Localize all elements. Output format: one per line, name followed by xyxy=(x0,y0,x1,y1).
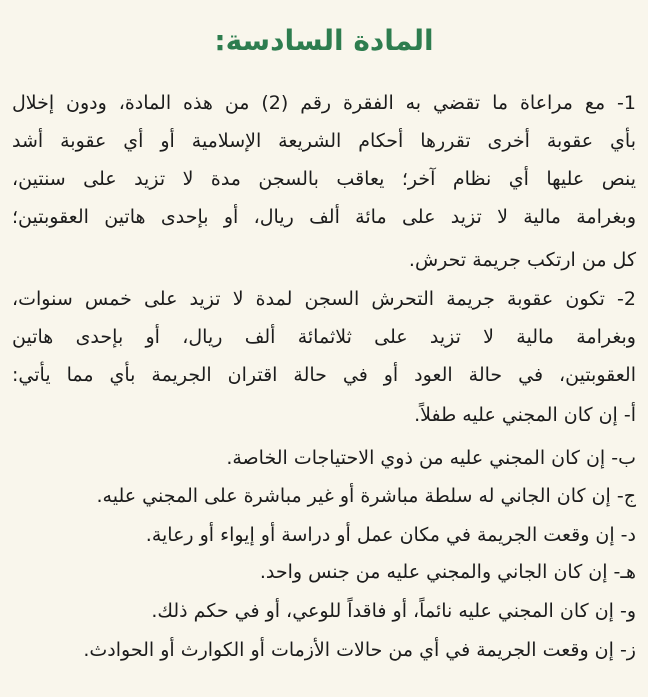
article-line-6: 2- تكون عقوبة جريمة التحرش السجن لمدة لا تزيد على خمس سنوات، xyxy=(12,288,636,310)
article-line-1: 1- مع مراعاة ما تقضي به الفقرة رقم (2) من هذه المادة، ودون إخلال xyxy=(12,92,636,114)
article-line-10: ب- إن كان المجني عليه من ذوي الاحتياجات الخاصة. xyxy=(226,447,636,469)
article-line-15: ز- إن وقعت الجريمة في أي من حالات الأزمات أو الكوارث أو الحوادث. xyxy=(83,639,636,661)
article-line-13: هـ- إن كان الجاني والمجني عليه من جنس واحد. xyxy=(259,561,636,583)
article-line-3: ينص عليها أي نظام آخر؛ يعاقب بالسجن مدة لا تزيد على سنتين، xyxy=(12,168,636,190)
article-title: المادة السادسة: xyxy=(214,24,434,57)
article-line-7: وبغرامة مالية لا تزيد على ثلاثمائة ألف ريال، أو بإحدى هاتين xyxy=(12,326,636,348)
article-line-11: ج- إن كان الجاني له سلطة مباشرة أو غير مباشرة على المجني عليه. xyxy=(96,485,636,507)
article-line-9: أ- إن كان المجني عليه طفلاً. xyxy=(414,404,636,426)
article-line-8: العقوبتين، في حالة العود أو في حالة اقتران الجريمة بأي مما يأتي: xyxy=(12,364,636,386)
article-line-2: بأي عقوبة أخرى تقررها أحكام الشريعة الإسلامية أو أي عقوبة أشد xyxy=(12,130,636,152)
article-line-12: د- إن وقعت الجريمة في مكان عمل أو دراسة أو إيواء أو رعاية. xyxy=(145,524,636,546)
article-line-14: و- إن كان المجني عليه نائماً، أو فاقداً للوعي، أو في حكم ذلك. xyxy=(151,600,636,622)
article-line-4: وبغرامة مالية لا تزيد على مائة ألف ريال، أو بإحدى هاتين العقوبتين؛ xyxy=(12,206,636,228)
article-line-5: كل من ارتكب جريمة تحرش. xyxy=(408,249,636,271)
